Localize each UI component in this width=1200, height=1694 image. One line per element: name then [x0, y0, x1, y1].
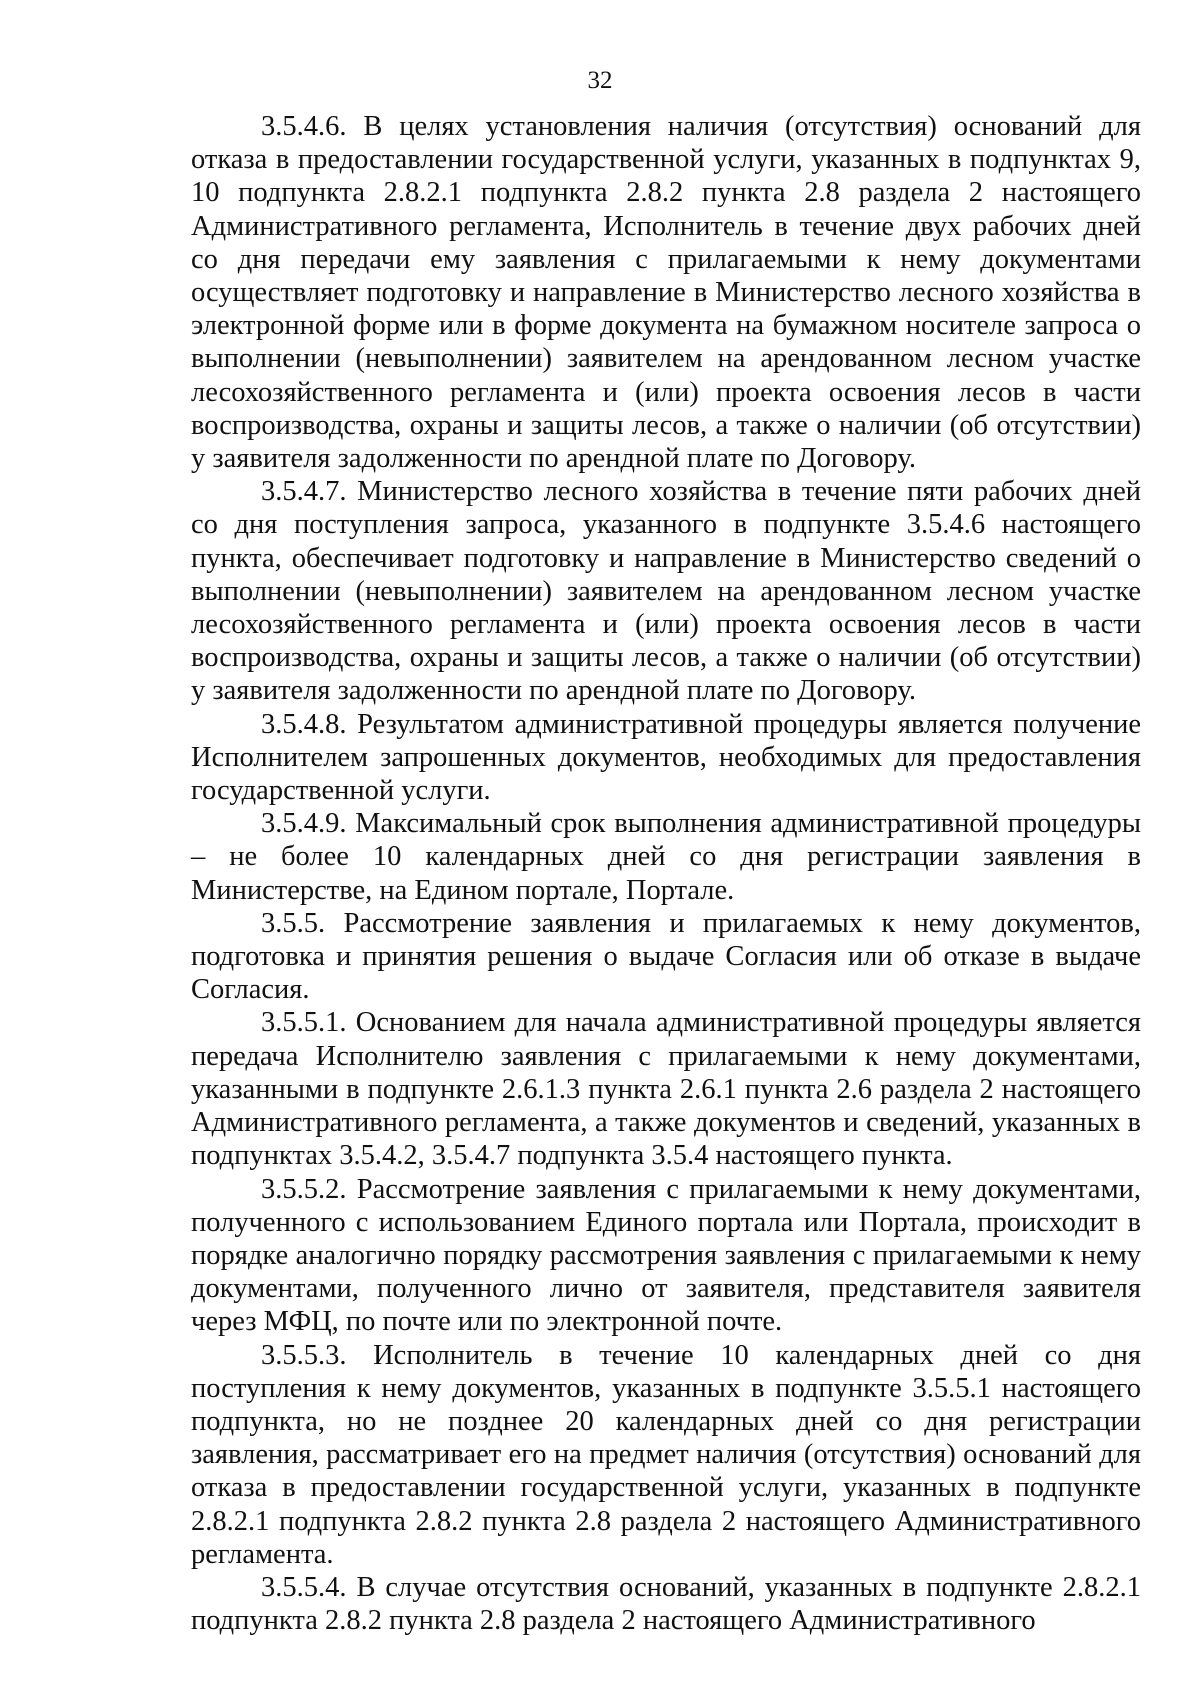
page-number: 32 — [587, 67, 613, 94]
document-body — [191, 110, 1141, 1637]
paragraph-3-5-5-2: 3.5.5.2. Рассмотрение заявления с прилагаемыми к нему документами, полученного с использованием Единого портала или Портала, происходит в порядке аналогично порядку рассмотрения заявления с прилагаемыми к нему документами, полученного лично от заявителя, представителя заявителя через МФЦ, по почте или по электронной почте. — [191, 1173, 1141, 1338]
paragraph-3-5-4-9: 3.5.4.9. Максимальный срок выполнения административной процедуры – не более 10 календарных дней со дня регистрации заявления в Министерстве, на Едином портале, Портале. — [191, 808, 1141, 906]
paragraph-3-5-5-4: 3.5.5.4. В случае отсутствия оснований, указанных в подпункте 2.8.2.1 подпункта 2.8.2 пункта 2.8 раздела 2 настоящего Административного — [191, 1571, 1141, 1637]
paragraph-3-5-4-7: 3.5.4.7. Министерство лесного хозяйства в течение пяти рабочих дней со дня поступления запроса, указанного в подпункте 3.5.4.6 настоящего пункта, обеспечивает подготовку и направление в Министерство сведений о выполнении (невыполнении) заявителем на арендованном лесном участке лесохозяйственного регламента и (или) проекта освоения лесов в части воспроизводства, охраны и защиты лесов, а также о наличии (об отсутствии) у заявителя задолженности по арендной плате по Договору. — [191, 476, 1141, 707]
paragraph-3-5-5: 3.5.5. Рассмотрение заявления и прилагаемых к нему документов, подготовка и принятия решения о выдаче Согласия или об отказе в выдаче Согласия. — [191, 907, 1141, 1006]
paragraph-3-5-5-1: 3.5.5.1. Основанием для начала административной процедуры является передача Исполнителю заявления с прилагаемыми к нему документами, указанными в подпункте 2.6.1.3 пункта 2.6.1 пункта 2.6 раздела 2 настоящего Административного регламента, а также документов и сведений, указанных в подпунктах 3.5.4.2, 3.5.4.7 подпункта 3.5.4 настоящего пункта. — [191, 1007, 1141, 1172]
paragraph-3-5-4-8: 3.5.4.8. Результатом административной процедуры является получение Исполнителем запрошенных документов, необходимых для предоставления государственной услуги. — [191, 708, 1141, 807]
paragraph-3-5-5-3: 3.5.5.3. Исполнитель в течение 10 календарных дней со дня поступления к нему документов, указанных в подпункте 3.5.5.1 настоящего подпункта, но не позднее 20 календарных дней со дня регистрации заявления, рассматривает его на предмет наличия (отсутствия) оснований для отказа в предоставлении государственной услуги, указанных в подпункте 2.8.2.1 подпункта 2.8.2 пункта 2.8 раздела 2 настоящего Административного регламента. — [191, 1339, 1141, 1570]
paragraph-3-5-4-6: 3.5.4.6. В целях установления наличия (отсутствия) оснований для отказа в предоставлении государственной услуги, указанных в подпунктах 9, 10 подпункта 2.8.2.1 подпункта 2.8.2 пункта 2.8 раздела 2 настоящего Административного регламента, Исполнитель в течение двух рабочих дней со дня передачи ему заявления с прилагаемыми к нему документами осуществляет подготовку и направление в Министерство лесного хозяйства в электронной форме или в форме документа на бумажном носителе запроса о выполнении (невыполнении) заявителем на арендованном лесном участке лесохозяйственного регламента и (или) проекта освоения лесов в части воспроизводства, охраны и защиты лесов, а также о наличии (об отсутствии) у заявителя задолженности по арендной плате по Договору. — [191, 111, 1141, 475]
